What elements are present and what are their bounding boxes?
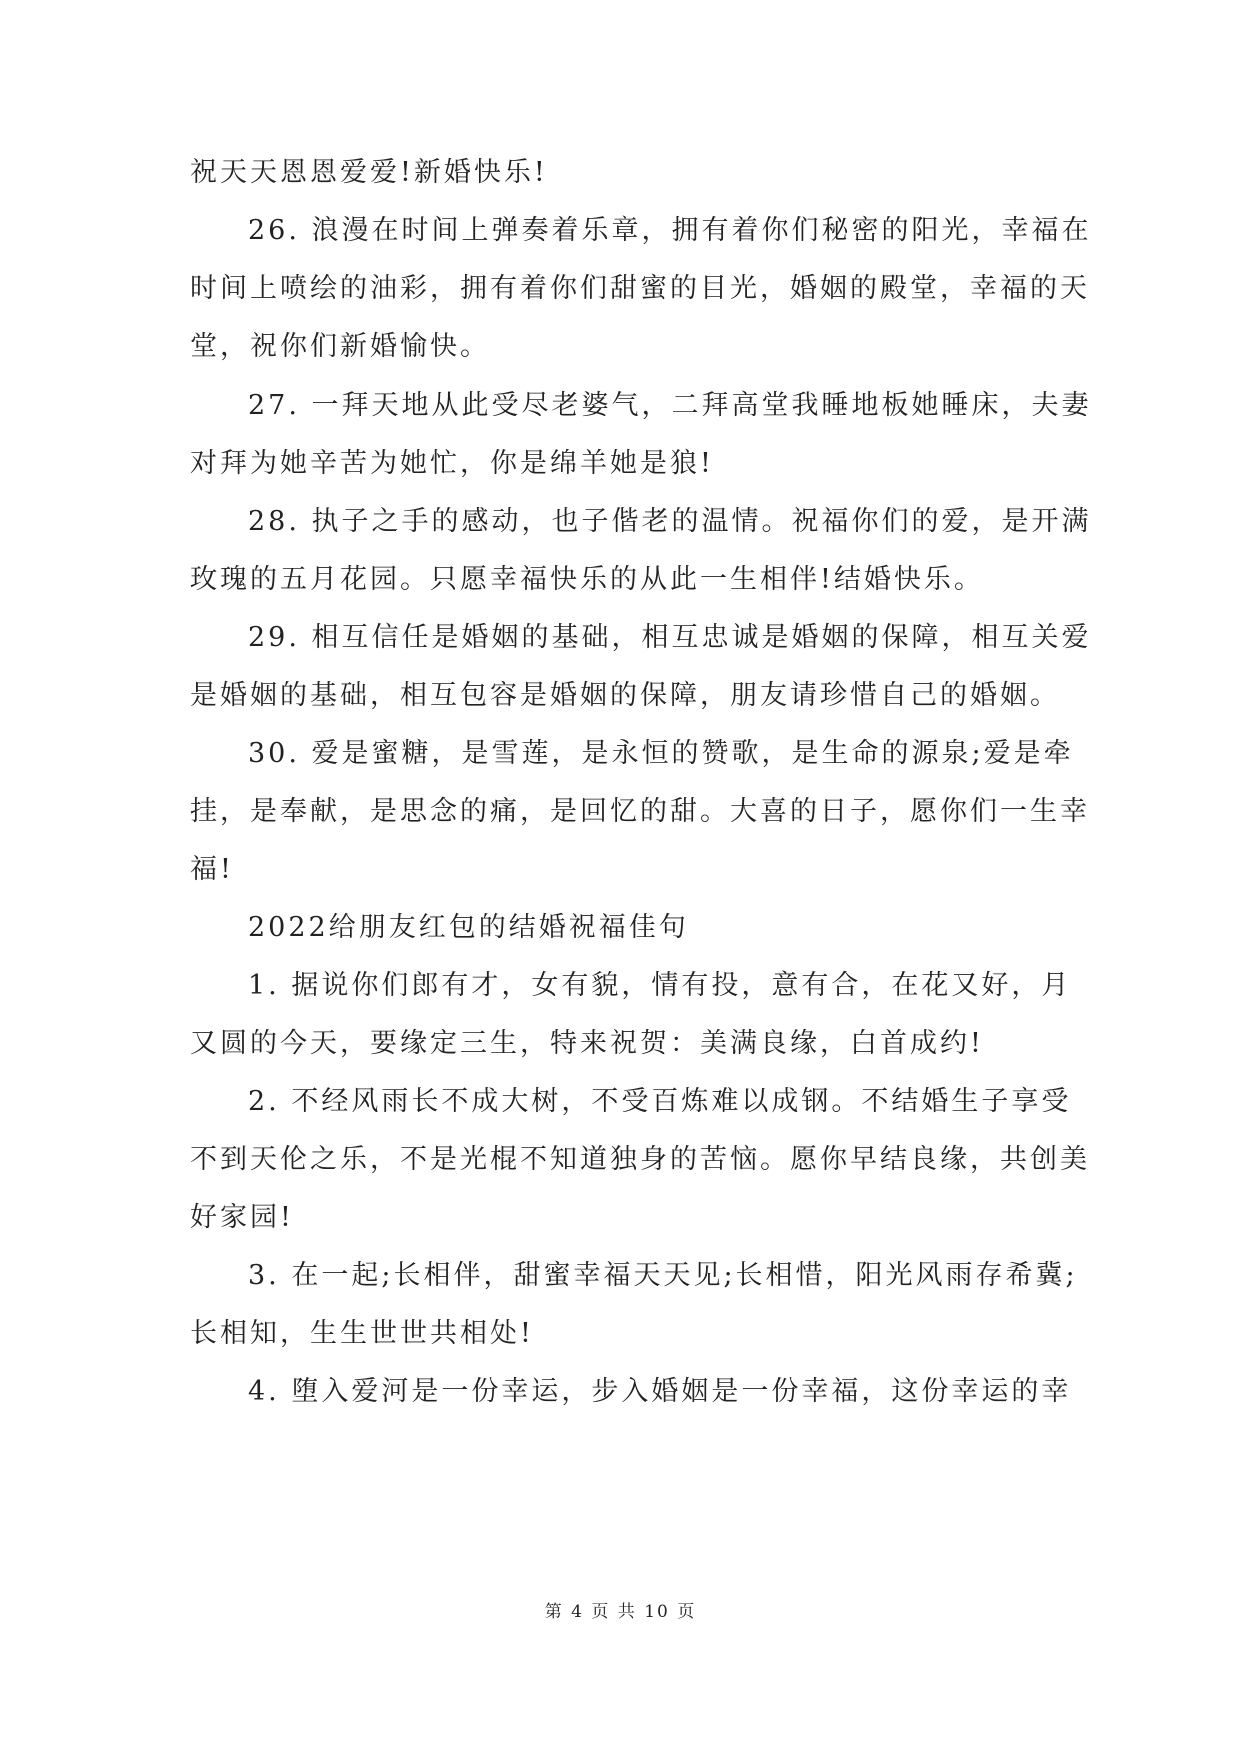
text-line: 2. 不经风雨长不成大树，不受百炼难以成钢。不结婚生子享受 [248,1086,1072,1117]
page-number-footer: 第 4 页 共 10 页 [544,1602,697,1622]
text-line: 不到天伦之乐，不是光棍不知道独身的苦恼。愿你早结良缘，共创美 [190,1144,1090,1175]
text-line: 26. 浪漫在时间上弹奏着乐章，拥有着你们秘密的阳光，幸福在 [248,215,1092,246]
text-line: 堂，祝你们新婚愉快。 [190,331,490,362]
text-line: 4. 堕入爱河是一份幸运，步入婚姻是一份幸福，这份幸运的幸 [248,1376,1072,1407]
text-line: 福! [190,854,234,885]
text-line: 玫瑰的五月花园。只愿幸福快乐的从此一生相伴!结婚快乐。 [190,564,984,595]
text-line: 28. 执子之手的感动，也子偕老的温情。祝福你们的爱，是开满 [248,506,1092,537]
text-line: 30. 爱是蜜糖，是雪莲，是永恒的赞歌，是生命的源泉;爱是牵 [248,738,1074,769]
text-line: 对拜为她辛苦为她忙，你是绵羊她是狼! [190,448,714,479]
section-heading: 2022给朋友红包的结婚祝福佳句 [248,912,689,943]
text-line: 是婚姻的基础，相互包容是婚姻的保障，朋友请珍惜自己的婚姻。 [190,680,1060,711]
text-line: 29. 相互信任是婚姻的基础，相互忠诚是婚姻的保障，相互关爱 [248,622,1092,653]
text-line: 1. 据说你们郎有才，女有貌，情有投，意有合，在花又好，月 [248,970,1072,1001]
text-line: 又圆的今天，要缘定三生，特来祝贺：美满良缘，白首成约! [190,1028,984,1059]
text-line: 时间上喷绘的油彩，拥有着你们甜蜜的目光，婚姻的殿堂，幸福的天 [190,273,1090,304]
text-line: 挂，是奉献，是思念的痛，是回忆的甜。大喜的日子，愿你们一生幸 [190,796,1090,827]
text-line: 3. 在一起;长相伴，甜蜜幸福天天见;长相惜，阳光风雨存希冀; [248,1260,1078,1291]
text-line: 长相知，生生世世共相处! [190,1318,534,1349]
text-line: 祝天天恩恩爱爱!新婚快乐! [190,157,548,188]
text-line: 27. 一拜天地从此受尽老婆气，二拜高堂我睡地板她睡床，夫妻 [248,390,1092,421]
text-line: 好家园! [190,1202,294,1233]
